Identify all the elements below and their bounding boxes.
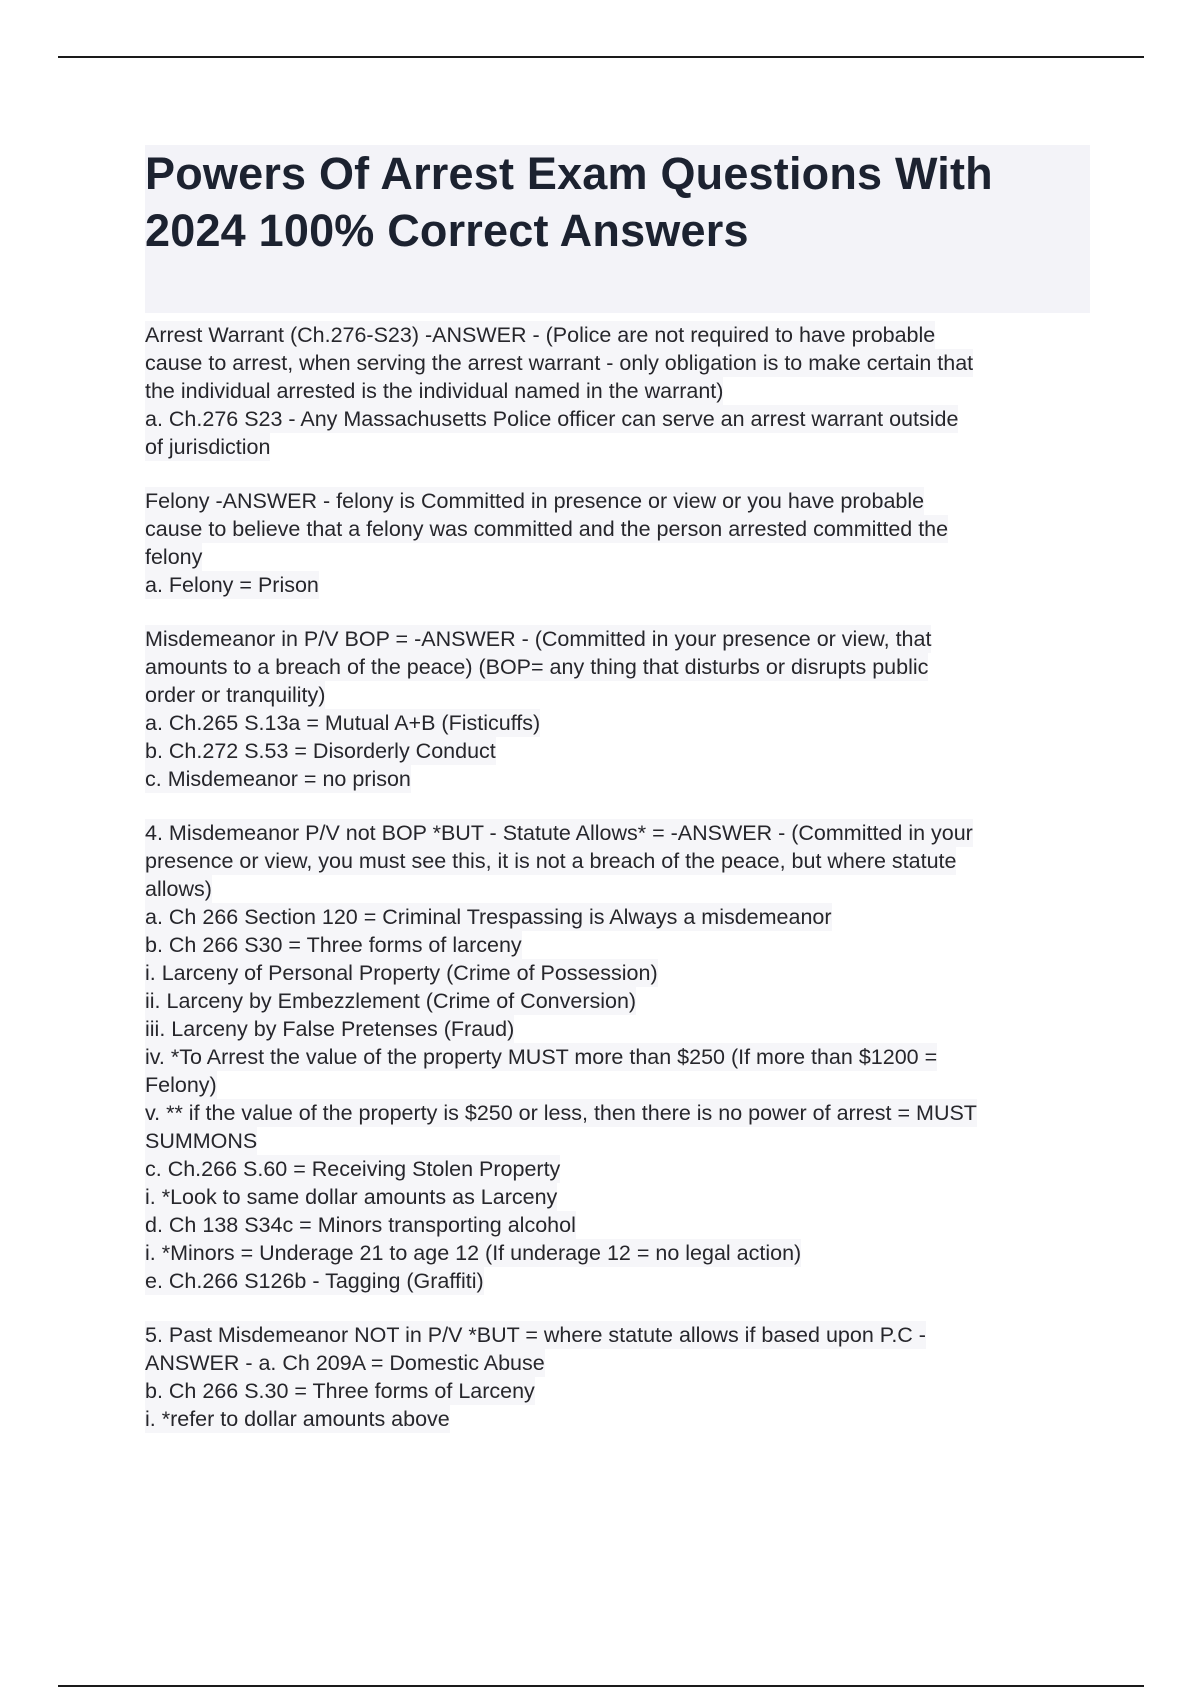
text-line: i. *refer to dollar amounts above — [145, 1407, 450, 1431]
text-line: v. ** if the value of the property is $250 or less, then there is no power of arrest = MUST — [145, 1101, 977, 1125]
text-line: a. Ch 266 Section 120 = Criminal Trespassing is Always a misdemeanor — [145, 905, 832, 929]
text-line: b. Ch 266 S30 = Three forms of larceny — [145, 933, 522, 957]
document-title — [145, 145, 1090, 259]
title-line: 2024 100% Correct Answers — [145, 205, 749, 256]
text-line: the individual arrested is the individual named in the warrant) — [145, 379, 724, 403]
text-line: order or tranquility) — [145, 683, 326, 707]
qa-item-felony — [145, 487, 1090, 599]
text-line: iii. Larceny by False Pretenses (Fraud) — [145, 1017, 515, 1041]
header-rule — [58, 56, 1144, 58]
qa-item-misdemeanor-statute — [145, 819, 1090, 1295]
text-line: b. Ch 266 S.30 = Three forms of Larceny — [145, 1379, 535, 1403]
text-line: iv. *To Arrest the value of the property MUST more than $250 (If more than $1200 = — [145, 1045, 938, 1069]
text-line: of jurisdiction — [145, 435, 271, 459]
text-line: i. Larceny of Personal Property (Crime of Possession) — [145, 961, 658, 985]
text-line: e. Ch.266 S126b - Tagging (Graffiti) — [145, 1269, 484, 1293]
text-line: amounts to a breach of the peace) (BOP= any thing that disturbs or disrupts public — [145, 655, 929, 679]
text-line: presence or view, you must see this, it is not a breach of the peace, but where statute — [145, 849, 957, 873]
text-line: i. *Look to same dollar amounts as Larceny — [145, 1185, 558, 1209]
title-line: Powers Of Arrest Exam Questions With — [145, 148, 993, 199]
text-line: Misdemeanor in P/V BOP = -ANSWER - (Committed in your presence or view, that — [145, 627, 932, 651]
text-line: 4. Misdemeanor P/V not BOP *BUT - Statute Allows* = -ANSWER - (Committed in your — [145, 821, 973, 845]
text-line: Felony -ANSWER - felony is Committed in presence or view or you have probable — [145, 489, 925, 513]
document-page — [145, 145, 1090, 1433]
text-line: b. Ch.272 S.53 = Disorderly Conduct — [145, 739, 496, 763]
text-line: a. Ch.276 S23 - Any Massachusetts Police officer can serve an arrest warrant outside — [145, 407, 959, 431]
qa-list — [145, 313, 1090, 1433]
text-line: c. Ch.266 S.60 = Receiving Stolen Property — [145, 1157, 561, 1181]
text-line: c. Misdemeanor = no prison — [145, 767, 411, 791]
text-line: cause to arrest, when serving the arrest warrant - only obligation is to make certain that — [145, 351, 974, 375]
qa-item-past-misdemeanor — [145, 1321, 1090, 1433]
footer-rule — [58, 1685, 1144, 1687]
text-line: cause to believe that a felony was committed and the person arrested committed the — [145, 517, 949, 541]
text-line: 5. Past Misdemeanor NOT in P/V *BUT = where statute allows if based upon P.C - — [145, 1323, 926, 1347]
text-line: ii. Larceny by Embezzlement (Crime of Conversion) — [145, 989, 637, 1013]
qa-item-arrest-warrant — [145, 321, 1090, 461]
qa-item-misdemeanor-bop — [145, 625, 1090, 793]
text-line: a. Felony = Prison — [145, 573, 319, 597]
text-line: d. Ch 138 S34c = Minors transporting alcohol — [145, 1213, 576, 1237]
text-line: Felony) — [145, 1073, 217, 1097]
title-block — [145, 145, 1090, 313]
text-line: SUMMONS — [145, 1129, 258, 1153]
text-line: Arrest Warrant (Ch.276-S23) -ANSWER - (Police are not required to have probable — [145, 323, 936, 347]
text-line: i. *Minors = Underage 21 to age 12 (If underage 12 = no legal action) — [145, 1241, 802, 1265]
text-line: felony — [145, 545, 203, 569]
text-line: a. Ch.265 S.13a = Mutual A+B (Fisticuffs) — [145, 711, 541, 735]
text-line: ANSWER - a. Ch 209A = Domestic Abuse — [145, 1351, 545, 1375]
text-line: allows) — [145, 877, 212, 901]
